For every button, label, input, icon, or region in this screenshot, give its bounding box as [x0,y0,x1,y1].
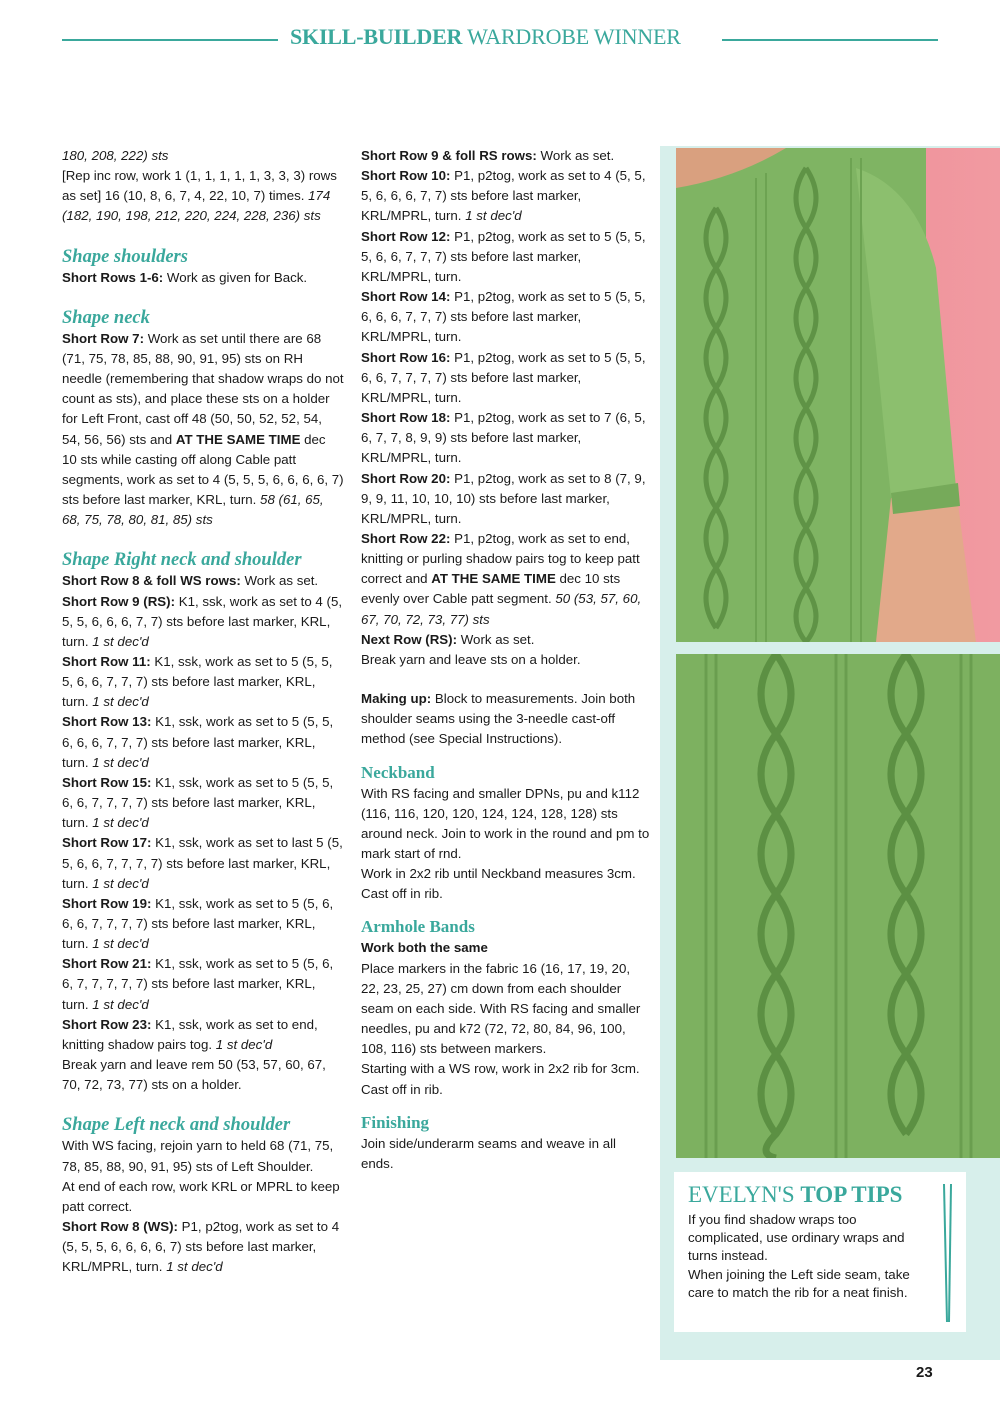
tip-1: If you find shadow wraps too complicated, use ordinary wraps and turns instead. [688,1212,905,1264]
instruction-neckband-2: Work in 2x2 rib until Neckband measures 3cm. [361,866,636,882]
instruction-short-row-22: Short Row 22: P1, p2tog, work as set to end, knitting or purling shadow pairs tog to keep patt correct and AT THE SAME TIME dec 10 sts evenly over Cable patt segment. 50 (53, 57, 60, 67, 70, 72, 73, 77) sts [361,530,642,627]
instruction-armhole-3: Cast off in rib. [361,1081,443,1097]
instruction-rejoin: With WS facing, rejoin yarn to held 68 (71, 75, 78, 85, 88, 90, 91, 95) sts of Left Shoulder. [62,1138,334,1174]
inc-repeat: [Rep inc row, work 1 (1, 1, 1, 1, 1, 3, 3, 3) rows as set] 16 (10, 8, 6, 7, 4, 22, 10, 7) times. 174 (182, 190, 198, 212, 220, 224, 228, 236) sts [62,168,337,224]
top-tips-box [674,1172,966,1332]
instruction-short-row-19: Short Row 19: K1, ssk, work as set to 5 (5, 6, 6, 6, 7, 7, 7, 7) sts before last marker, KRL, turn. 1 st dec'd [62,895,334,952]
instruction-short-row-12: Short Row 12: P1, p2tog, work as set to 5 (5, 5, 5, 6, 6, 7, 7, 7) sts before last marker, KRL/MPRL, turn. [361,228,646,284]
continued-count: 180, 208, 222) sts [62,148,169,163]
instruction-short-row-10: Short Row 10: P1, p2tog, work as set to 4 (5, 5, 5, 6, 6, 6, 7, 7) sts before last marker, KRL/MPRL, turn. 1 st dec'd [361,168,646,224]
instruction-short-row-21: Short Row 21: K1, ssk, work as set to 5 (5, 6, 6, 7, 7, 7, 7, 7) sts before last marker, KRL, turn. 1 st dec'd [62,956,334,1012]
instruction-short-row-9-rs: Short Row 9 & foll RS rows: Work as set. [361,148,615,163]
pattern-column-right [361,146,651,1174]
instruction-short-row-9: Short Row 9 (RS): K1, ssk, work as set to 4 (5, 5, 5, 6, 6, 6, 7, 7) sts before last marker, KRL, turn. 1 st dec'd [62,593,343,649]
instruction-short-row-17: Short Row 17: K1, ssk, work as set to last 5 (5, 5, 6, 6, 7, 7, 7, 7) sts before last marker, KRL, turn. 1 st dec'd [62,835,343,891]
section-title: SKILL-BUILDER WARDROBE WINNER [290,24,681,49]
instruction-armhole-1: Place markers in the fabric 16 (16, 17, 19, 20, 22, 23, 25, 27) cm down from each shoulder seam on each side. With RS facing and smaller needles, pu and k72 (72, 72, 80, 84, 96, 100, 108, 116) sts between markers. [361,960,641,1057]
instruction-making-up: Making up: Block to measurements. Join both shoulder seams using the 3-needle cast-off method (see Special Instructions). [361,691,636,747]
instruction-short-rows-1-6: Short Rows 1-6: Work as given for Back. [62,269,308,285]
page-number: 23 [916,1364,933,1381]
instruction-short-row-23: Short Row 23: K1, ssk, work as set to end, knitting shadow pairs tog. 1 st dec'd [62,1016,318,1052]
instruction-short-row-7: Short Row 7: Work as set until there are 68 (71, 75, 78, 85, 88, 90, 91, 95) sts on RH needle (remembering that shadow wraps do not count as sts), and place these sts on a holder for Left Front, cast off 48 (50, 50, 52, 52, 54, 54, 56, 56) sts and AT THE SAME TIME dec 10 sts while casting off along Cable patt segments, work as set to 4 (5, 5, 5, 6, 6, 6, 6, 7) sts before last marker, KRL, turn. 58 (61, 65, 68, 75, 78, 80, 81, 85) sts [62,330,344,528]
instruction-left-short-row-8: Short Row 8 (WS): P1, p2tog, work as set to 4 (5, 5, 5, 6, 6, 6, 6, 7) sts before last marker, KRL/MPRL, turn. 1 st dec'd [62,1219,340,1275]
instruction-row-ends: At end of each row, work KRL or MPRL to keep patt correct. [62,1178,340,1214]
heading-shape-left-neck: Shape Left neck and shoulder [62,1115,291,1136]
tips-text [688,1211,928,1302]
instruction-short-row-15: Short Row 15: K1, ssk, work as set to 5 (5, 5, 6, 6, 7, 7, 7, 7) sts before last marker, KRL, turn. 1 st dec'd [62,774,334,831]
instruction-next-row: Next Row (RS): Work as set. [361,631,535,647]
instruction-finishing: Join side/underarm seams and weave in all ends. [361,1135,616,1171]
instruction-break-yarn-2: Break yarn and leave sts on a holder. [361,651,581,667]
instruction-short-row-20: Short Row 20: P1, p2tog, work as set to 8 (7, 9, 9, 9, 11, 10, 10, 10) sts before last marker, KRL/MPRL, turn. [361,470,646,526]
photo-garment-model [676,148,1000,642]
tips-title: EVELYN'S TOP TIPS [688,1182,903,1207]
instruction-short-row-11: Short Row 11: K1, ssk, work as set to 5 (5, 5, 5, 6, 6, 7, 7, 7) sts before last marker, KRL, turn. 1 st dec'd [62,653,333,710]
tip-2: When joining the Left side seam, take care to match the rib for a neat finish. [688,1266,910,1300]
heading-shape-right-neck: Shape Right neck and shoulder [62,550,302,571]
instruction-short-row-18: Short Row 18: P1, p2tog, work as set to 7 (6, 5, 6, 7, 7, 8, 9, 9) sts before last marker, KRL/MPRL, turn. [361,410,646,466]
knitting-needles-icon [940,1182,956,1324]
heading-neckband: Neckband [361,762,435,782]
instruction-neckband-1: With RS facing and smaller DPNs, pu and k112 (116, 116, 120, 120, 124, 124, 128, 128) sts around neck. Join to work in the round and pm to mark start of rnd. [361,785,650,861]
page-header [0,22,1000,56]
heading-shape-neck: Shape neck [62,307,150,328]
instruction-short-row-16: Short Row 16: P1, p2tog, work as set to 5 (5, 5, 6, 6, 7, 7, 7, 7) sts before last marker, KRL/MPRL, turn. [361,349,646,405]
instruction-short-row-14: Short Row 14: P1, p2tog, work as set to 5 (5, 5, 6, 6, 6, 7, 7, 7) sts before last marker, KRL/MPRL, turn. [361,289,646,345]
instruction-neckband-3: Cast off in rib. [361,886,443,902]
photo-cable-closeup [676,654,1000,1158]
heading-shape-shoulders: Shape shoulders [62,246,188,267]
header-rule-right [722,39,938,41]
heading-armhole-bands: Armhole Bands [361,917,475,937]
pattern-column-left [62,146,344,1278]
instruction-armhole-2: Starting with a WS row, work in 2x2 rib for 3cm. [361,1061,640,1077]
instruction-short-row-8: Short Row 8 & foll WS rows: Work as set. [62,573,319,589]
header-rule-left [62,39,278,41]
armhole-subheading: Work both the same [361,940,488,956]
heading-finishing: Finishing [361,1112,430,1132]
instruction-short-row-13: Short Row 13: K1, ssk, work as set to 5 (5, 5, 6, 6, 6, 7, 7, 7) sts before last marker, KRL, turn. 1 st dec'd [62,714,334,770]
instruction-break-yarn: Break yarn and leave rem 50 (53, 57, 60, 67, 70, 72, 73, 77) sts on a holder. [62,1057,326,1093]
